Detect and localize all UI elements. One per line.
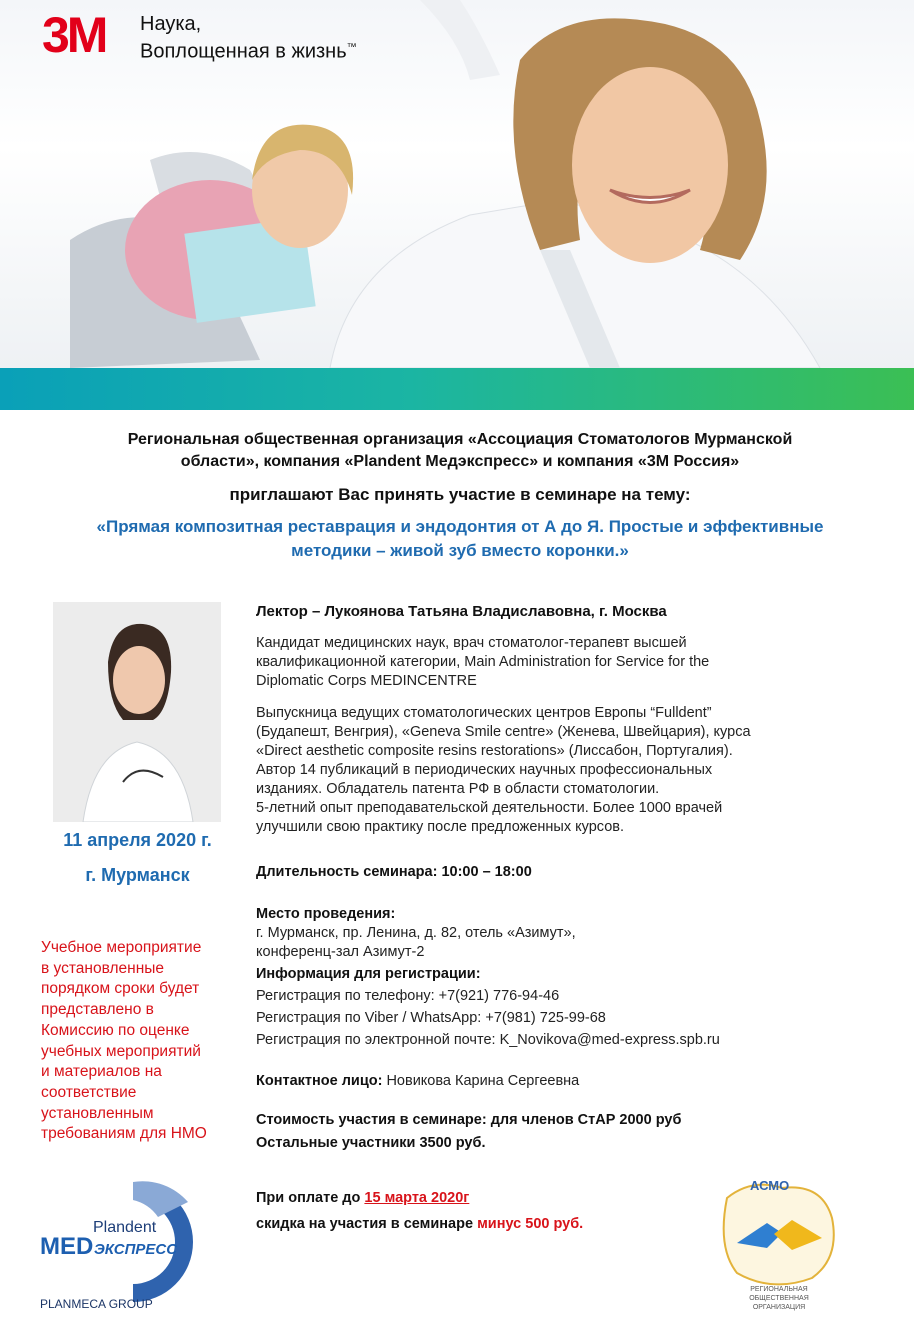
discount-value: минус 500 руб. xyxy=(477,1216,584,1232)
tagline-line1: Наука, xyxy=(140,13,202,35)
acmo-text: АСМО xyxy=(750,1178,790,1193)
discount-line2: скидка на участия в семинаре xyxy=(256,1216,474,1232)
nmo-line: учебных мероприятий xyxy=(41,1042,201,1060)
registration-email: Регистрация по электронной почте: K_Novikova@med-express.spb.ru xyxy=(256,1032,720,1048)
registration-viber: Регистрация по Viber / WhatsApp: +7(981) 725-99-68 xyxy=(256,1010,606,1026)
venue xyxy=(256,905,872,962)
tagline-line2: Воплощенная в жизнь™ xyxy=(140,40,357,63)
price-others-label: Остальные участники xyxy=(256,1135,416,1151)
acmo-sub3: ОРГАНИЗАЦИЯ xyxy=(752,1304,806,1311)
price xyxy=(256,1111,872,1153)
registration xyxy=(256,965,872,1050)
duration xyxy=(256,863,872,882)
3m-logo: 3M xyxy=(42,7,106,63)
lecturer-bio-2 xyxy=(256,704,872,837)
contact-value: Новикова Карина Сергеевна xyxy=(386,1073,580,1089)
nmo-line: и материалов на xyxy=(41,1063,162,1081)
plandent-med-express-logo xyxy=(38,1172,238,1312)
venue-label: Место проведения: xyxy=(256,906,396,922)
nmo-line: установленным xyxy=(41,1104,154,1122)
seminar-date: 11 апреля 2020 г. xyxy=(63,830,212,850)
bio-line: (Будапешт, Венгрия), «Geneva Smile centre» (Женева, Швейцария), курса xyxy=(256,724,751,740)
nmo-line: порядком сроки будет xyxy=(41,980,200,998)
nmo-line: соответствие xyxy=(41,1083,137,1101)
acmo-sub2: ОБЩЕСТВЕННАЯ xyxy=(749,1295,809,1302)
plandent-text: Plandent xyxy=(93,1219,157,1236)
lecturer-portrait xyxy=(53,602,221,822)
nmo-line: представлено в xyxy=(41,1001,154,1019)
registration-title: Информация для регистрации: xyxy=(256,966,481,982)
contact xyxy=(256,1072,872,1091)
express-text: ЭКСПРЕСС xyxy=(94,1241,178,1258)
price-others-value: 3500 руб. xyxy=(419,1135,486,1151)
bio-line: Выпускница ведущих стоматологических центров Европы “Fulldent” xyxy=(256,705,712,721)
dentist-patient-photo xyxy=(0,0,914,368)
acmo-logo xyxy=(712,1168,847,1318)
topic-line2: методики – живой зуб вместо коронки.» xyxy=(291,541,629,560)
topic-line1: «Прямая композитная реставрация и эндодонтия от А до Я. Простые и эффективные xyxy=(96,517,824,536)
discount-prefix: При оплате до xyxy=(256,1190,361,1206)
bio-line: Diplomatic Corps MEDINCENTRE xyxy=(256,673,477,689)
nmo-line: Учебное мероприятие xyxy=(41,939,202,956)
discount-date: 15 марта 2020г xyxy=(364,1190,470,1206)
organizers-line2: области», компания «Plandent Медэкспресс» и компания «3М Россия» xyxy=(180,453,740,470)
med-text: MED xyxy=(40,1233,94,1260)
hero-banner xyxy=(0,0,914,368)
duration-label: Длительность семинара: xyxy=(256,864,438,880)
venue-line2: конференц-зал Азимут-2 xyxy=(256,944,425,960)
invitation: приглашают Вас принять участие в семинаре на тему: xyxy=(229,485,691,504)
bio-line: квалификационной категории, Main Administration for Service for the xyxy=(256,654,710,670)
organizers-line1: Региональная общественная организация «Ассоциация Стоматологов Мурманской xyxy=(127,431,793,448)
contact-label: Контактное лицо: xyxy=(256,1073,383,1089)
lecturer-bio-1 xyxy=(256,634,872,691)
bio-line: 5-летний опыт преподавательской деятельности. Более 1000 врачей xyxy=(256,800,723,816)
seminar-topic xyxy=(40,515,880,563)
bio-line: Автор 14 публикаций в периодических научных профессиональных xyxy=(256,762,713,778)
registration-phone: Регистрация по телефону: +7(921) 776-94-46 xyxy=(256,988,560,1004)
acmo-sub1: РЕГИОНАЛЬНАЯ xyxy=(750,1286,808,1293)
nmo-line: требованиям для НМО xyxy=(41,1125,207,1143)
nmo-line: в установленные xyxy=(41,959,165,977)
bio-line: Кандидат медицинских наук, врач стоматолог-терапевт высшей xyxy=(256,635,687,651)
price-members-value: 2000 руб xyxy=(619,1112,682,1128)
bio-line: улучшили свою практику после предложенных курсов. xyxy=(256,819,625,835)
bio-line: изданиях. Обладатель патента РФ в области стоматологии. xyxy=(256,781,660,797)
nmo-notice xyxy=(41,938,251,1145)
gradient-band xyxy=(0,368,914,410)
duration-value: 10:00 – 18:00 xyxy=(441,864,532,880)
venue-line1: г. Мурманск, пр. Ленина, д. 82, отель «Азимут», xyxy=(256,925,576,941)
lecturer-name: Лектор – Лукоянова Татьяна Владиславовна, г. Москва xyxy=(256,603,667,620)
planmeca-text: PLANMECA GROUP xyxy=(40,1297,153,1311)
seminar-city: г. Мурманск xyxy=(85,865,190,885)
price-members-label: Стоимость участия в семинаре: для членов СтАР xyxy=(256,1112,616,1128)
nmo-line: Комиссию по оценке xyxy=(41,1021,190,1039)
organizers xyxy=(30,429,890,473)
bio-line: «Direct aesthetic composite resins restorations» (Лиссабон, Португалия). xyxy=(256,743,733,759)
